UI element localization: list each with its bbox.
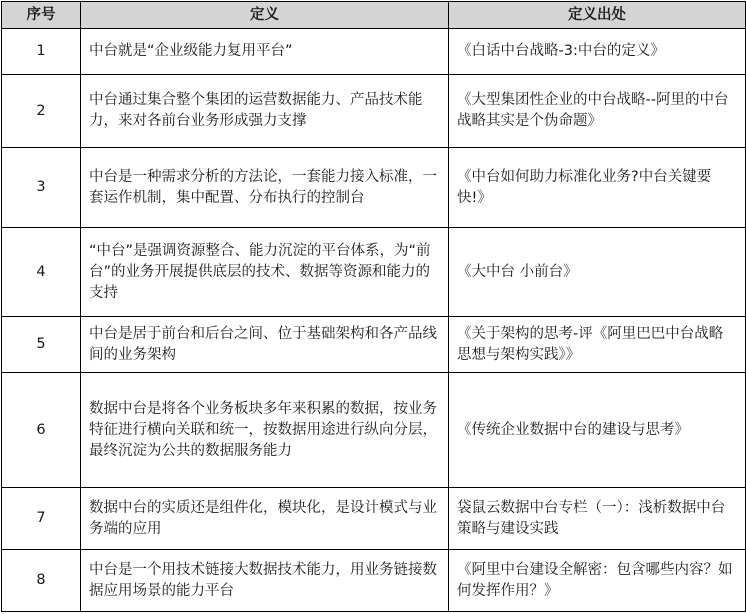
row-definition: “中台”是强调资源整合、能力沉淀的平台体系，为“前台”的业务开展提供底层的技术、数据等资源和能力的支持 (81, 228, 449, 317)
row-source: 《传统企业数据中台的建设与思考》 (449, 373, 746, 488)
header-row (2, 2, 746, 29)
row-number: 1 (2, 29, 81, 75)
table-row (2, 228, 746, 317)
row-source: 《关于架构的思考-评《阿里巴巴中台战略思想与架构实践》》 (449, 317, 746, 373)
table-row (2, 75, 746, 148)
table-row (2, 550, 746, 612)
row-number: 3 (2, 148, 81, 228)
header-definition: 定义 (81, 2, 449, 29)
row-number: 4 (2, 228, 81, 317)
row-source: 《白话中台战略-3:中台的定义》 (449, 29, 746, 75)
row-source: 《大型集团性企业的中台战略--阿里的中台战略其实是个伪命题》 (449, 75, 746, 148)
row-number: 2 (2, 75, 81, 148)
table-row (2, 488, 746, 550)
row-number: 7 (2, 488, 81, 550)
row-source: 袋鼠云数据中台专栏（一）：浅析数据中台策略与建设实践 (449, 488, 746, 550)
table-row (2, 373, 746, 488)
definitions-table (1, 1, 746, 612)
row-definition: 数据中台是将各个业务板块多年来积累的数据，按业务特征进行横向关联和统一，按数据用途进行纵向分层，最终沉淀为公共的数据服务能力 (81, 373, 449, 488)
row-source: 《中台如何助力标准化业务?中台关键要快!》 (449, 148, 746, 228)
row-definition: 中台就是“企业级能力复用平台” (81, 29, 449, 75)
row-source: 《阿里中台建设全解密：包含哪些内容？如何发挥作用？》 (449, 550, 746, 612)
table-row (2, 29, 746, 75)
row-number: 5 (2, 317, 81, 373)
header-source: 定义出处 (449, 2, 746, 29)
table-row (2, 317, 746, 373)
row-number: 8 (2, 550, 81, 612)
row-definition: 中台通过集合整个集团的运营数据能力、产品技术能力，来对各前台业务形成强力支撑 (81, 75, 449, 148)
row-definition: 中台是一个用技术链接大数据技术能力，用业务链接数据应用场景的能力平台 (81, 550, 449, 612)
row-source: 《大中台 小前台》 (449, 228, 746, 317)
row-number: 6 (2, 373, 81, 488)
header-number: 序号 (2, 2, 81, 29)
row-definition: 中台是一种需求分析的方法论，一套能力接入标准，一套运作机制，集中配置、分布执行的控制台 (81, 148, 449, 228)
row-definition: 数据中台的实质还是组件化，模块化，是设计模式与业务端的应用 (81, 488, 449, 550)
table-row (2, 148, 746, 228)
row-definition: 中台是居于前台和后台之间、位于基础架构和各产品线间的业务架构 (81, 317, 449, 373)
